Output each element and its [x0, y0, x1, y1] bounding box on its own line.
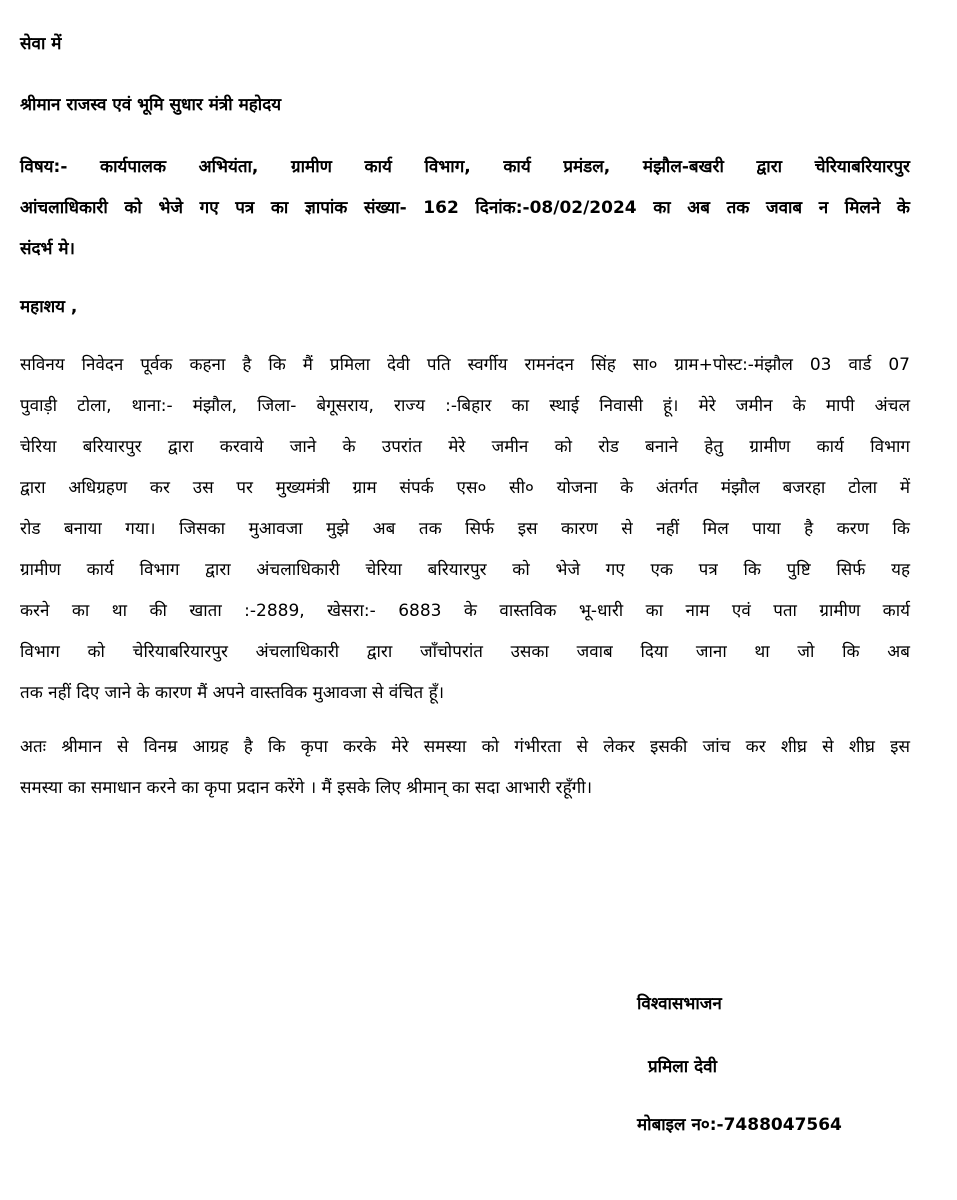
- greeting: महाशय ,: [20, 297, 78, 317]
- body-line: चेरिया बरियारपुर द्वारा करवाये जाने के उपरांत मेरे जमीन को रोड बनाने हेतु ग्रामीण कार्य विभाग: [20, 437, 910, 457]
- body-line: सविनय निवेदन पूर्वक कहना है कि मैं प्रमिला देवी पति स्वर्गीय रामनंदन सिंह सा० ग्राम+पोस्ट:-मंझौल 03 वार्ड 07: [20, 355, 910, 375]
- closing: विश्वासभाजन: [637, 994, 722, 1014]
- mobile-number: मोबाइल न०:-7488047564: [637, 1115, 842, 1135]
- body-line: तक नहीं दिए जाने के कारण मैं अपने वास्तविक मुआवजा से वंचित हूँ।: [20, 683, 445, 703]
- subject-line: आंचलाधिकारी को भेजे गए पत्र का ज्ञापांक संख्या- 162 दिनांक:-08/02/2024 का अब तक जवाब न मिलने के: [20, 198, 910, 218]
- body-line: विभाग को चेरियाबरियारपुर अंचलाधिकारी द्वारा जाँचोपरांत उसका जवाब दिया जाना था जो कि अब: [20, 642, 910, 662]
- salutation-to: सेवा में: [20, 34, 62, 54]
- request-paragraph: [20, 727, 910, 809]
- request-line: अतः श्रीमान से विनम्र आग्रह है कि कृपा करके मेरे समस्या को गंभीरता से लेकर इसकी जांच कर शीघ्र से शीघ्र इस: [20, 737, 910, 757]
- body-line: रोड बनाया गया। जिसका मुआवजा मुझे अब तक सिर्फ इस कारण से नहीं मिल पाया है करण कि: [20, 519, 910, 539]
- body-line: करने का था की खाता :-2889, खेसरा:- 6883 के वास्तविक भू-धारी का नाम एवं पता ग्रामीण कार्य: [20, 601, 910, 621]
- body-line: पुवाड़ी टोला, थाना:- मंझौल, जिला- बेगूसराय, राज्य :-बिहार का स्थाई निवासी हूं। मेरे जमीन के मापी अंचल: [20, 396, 910, 416]
- subject-line: संदर्भ मे।: [20, 239, 75, 259]
- body-paragraph: [20, 345, 910, 714]
- subject-line: विषय:- कार्यपालक अभियंता, ग्रामीण कार्य विभाग, कार्य प्रमंडल, मंझौल-बखरी द्वारा चेरियाबरियारपुर: [20, 157, 910, 177]
- body-line: द्वारा अधिग्रहण कर उस पर मुख्यमंत्री ग्राम संपर्क एस० सी० योजना के अंतर्गत मंझौल बजरहा टोला में: [20, 478, 910, 498]
- subject-block: [20, 147, 910, 270]
- body-line: ग्रामीण कार्य विभाग द्वारा अंचलाधिकारी चेरिया बरियारपुर को भेजे गए एक पत्र कि पुष्टि सिर्फ यह: [20, 560, 910, 580]
- sender-name: प्रमिला देवी: [648, 1057, 717, 1077]
- request-line: समस्या का समाधान करने का कृपा प्रदान करेंगे । मैं इसके लिए श्रीमान् का सदा आभारी रहूँगी।: [20, 778, 593, 798]
- addressee: श्रीमान राजस्व एवं भूमि सुधार मंत्री महोदय: [20, 95, 282, 115]
